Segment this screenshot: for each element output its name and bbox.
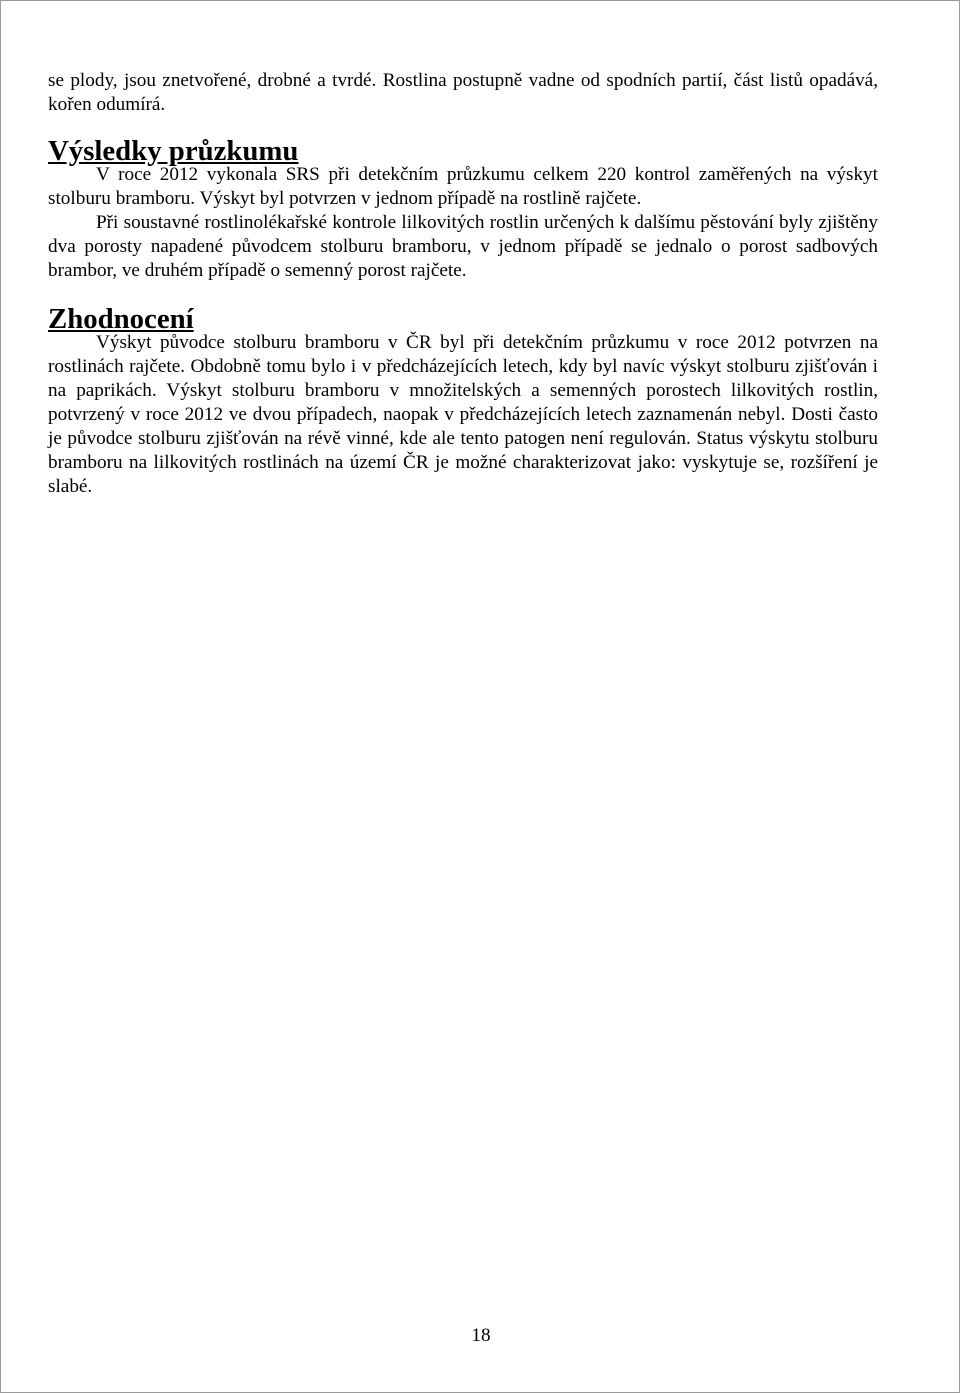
intro-paragraph: se plody, jsou znetvořené, drobné a tvrdé. Rostlina postupně vadne od spodních partií, část listů opadává, kořen odumírá. xyxy=(48,70,878,115)
evaluation-paragraph: Výskyt původce stolburu bramboru v ČR byl při detekčním průzkumu v roce 2012 potvrzen na rostlinách rajčete. Obdobně tomu bylo i v předcházejících letech, kdy byl navíc výskyt stolburu zjišťován i na paprikách. Výskyt stolburu bramboru v množitelských a semenných porostech lilkovitých rostlin, potvrzený v roce 2012 ve dvou případech, naopak v předcházejících letech zaznamenán nebyl. Dosti často je původce stolburu zjišťován na révě vinné, kde ale tento patogen není regulován. Status výskytu stolburu bramboru na lilkovitých rostlinách na území ČR je možné charakterizovat jako: vyskytuje se, rozšíření je slabé. xyxy=(48,332,878,497)
page-number: 18 xyxy=(471,1325,491,1346)
results-heading: Výsledky průzkumu xyxy=(48,135,299,167)
results-paragraph-2: Při soustavné rostlinolékařské kontrole lilkovitých rostlin určených k dalšímu pěstování byly zjištěny dva porosty napadené původcem stolburu bramboru, v jednom případě se jednalo o porost sadbových brambor, ve druhém případě o semenný porost rajčete. xyxy=(48,212,878,281)
document-body xyxy=(48,69,878,499)
evaluation-heading: Zhodnocení xyxy=(48,303,194,335)
results-paragraph-1: V roce 2012 vykonala SRS při detekčním průzkumu celkem 220 kontrol zaměřených na výskyt stolburu bramboru. Výskyt byl potvrzen v jednom případě na rostlině rajčete. xyxy=(48,164,878,209)
